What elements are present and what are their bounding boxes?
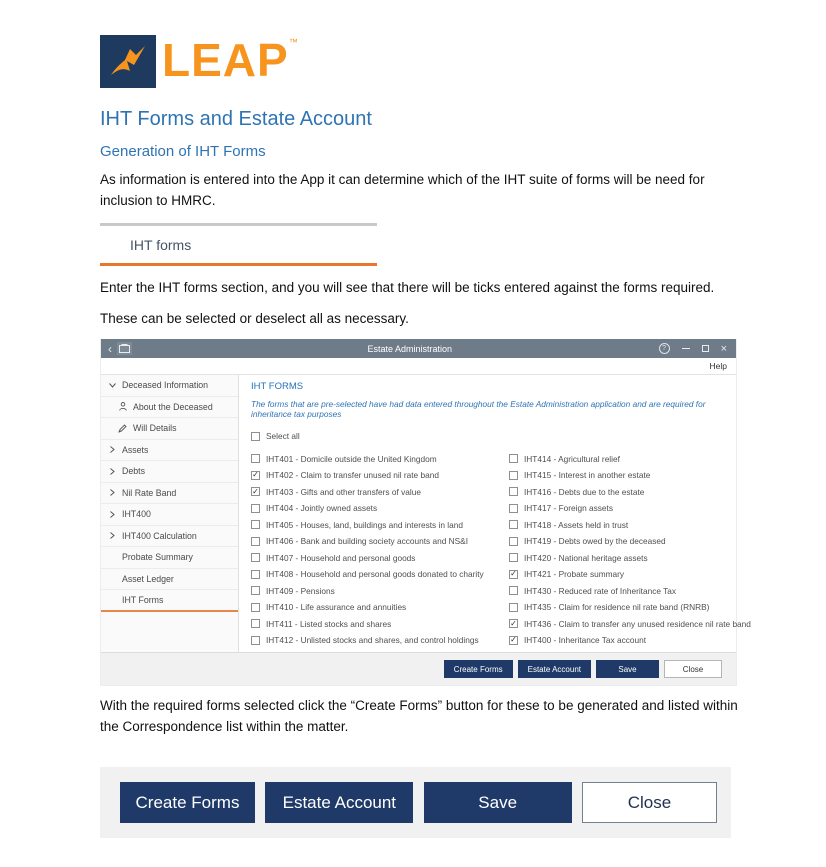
form-checkbox[interactable] [251,619,260,628]
form-label: IHT420 - National heritage assets [524,552,648,563]
paragraph-enter-section: Enter the IHT forms section, and you will see that there will be ticks entered against the forms required. [100,280,715,295]
form-label: IHT421 - Probate summary [524,569,625,580]
folder-icon [119,344,130,353]
form-checkbox-row[interactable] [251,616,509,633]
sidebar-item-label: Assets [122,444,149,455]
footer-button[interactable]: Close [664,660,722,678]
footer-button[interactable]: Create Forms [444,660,513,678]
sidebar-item[interactable] [101,569,238,591]
form-label: IHT403 - Gifts and other transfers of value [266,486,421,497]
form-label: IHT402 - Claim to transfer unused nil rate band [266,470,439,481]
form-label: IHT414 - Agricultural relief [524,453,620,464]
estate-administration-window [100,339,751,686]
form-checkbox-row[interactable] [251,517,509,534]
form-checkbox-row[interactable] [251,583,509,600]
chevron-right-icon [108,532,117,539]
form-label: IHT405 - Houses, land, buildings and interests in land [266,519,463,530]
form-checkbox[interactable] [251,504,260,513]
form-checkbox-row[interactable] [251,632,509,649]
help-menu-item[interactable]: Help [709,361,727,371]
big-button[interactable]: Save [424,782,572,823]
sidebar-item[interactable] [101,504,238,526]
sidebar-item-label: IHT400 [122,509,151,520]
sidebar-item[interactable] [101,440,238,462]
window-body [101,375,751,652]
form-checkbox[interactable] [509,603,518,612]
form-label: IHT408 - Household and personal goods donated to charity [266,569,484,580]
form-label: IHT436 - Claim to transfer any unused residence nil rate band [524,618,751,629]
form-label: IHT404 - Jointly owned assets [266,503,378,514]
window-menubar [101,358,736,375]
sidebar-item-label: Will Details [133,423,177,434]
form-checkbox[interactable] [251,537,260,546]
form-label: IHT419 - Debts owed by the deceased [524,536,666,547]
window-controls [659,343,736,354]
form-checkbox[interactable] [509,537,518,546]
form-checkbox[interactable] [251,454,260,463]
document-page [100,0,751,838]
leap-logo [100,35,740,91]
form-checkbox-row[interactable] [509,616,751,633]
close-icon[interactable]: × [720,342,727,355]
form-label: IHT415 - Interest in another estate [524,470,651,481]
select-all-label: Select all [266,431,300,442]
minimize-icon[interactable] [682,348,690,349]
big-button[interactable]: Create Forms [120,782,255,823]
form-label: IHT416 - Debts due to the estate [524,486,645,497]
form-label: IHT417 - Foreign assets [524,503,613,514]
form-checkbox[interactable] [509,454,518,463]
section-heading: Generation of IHT Forms [100,143,266,160]
forms-columns [251,451,751,666]
paragraph-create-forms: With the required forms selected click the “Create Forms” button for these to be generated and listed within the Correspondence list within the matter. [100,698,738,734]
form-checkbox[interactable] [251,586,260,595]
sidebar-item-label: Debts [122,466,145,477]
check-icon: ✓ [252,486,259,496]
navigation-sidebar [101,375,239,652]
form-checkbox-row[interactable] [509,467,751,484]
form-label: IHT407 - Household and personal goods [266,552,416,563]
form-label: IHT406 - Bank and building society accounts and NS&I [266,536,469,547]
form-label: IHT401 - Domicile outside the United Kingdom [266,453,437,464]
form-checkbox-row[interactable] [251,550,509,567]
form-checkbox[interactable] [509,553,518,562]
chevron-right-icon [108,446,117,453]
sidebar-item-label: Asset Ledger [122,573,174,584]
footer-button[interactable]: Save [596,660,659,678]
form-checkbox-row[interactable] [251,566,509,583]
select-all-checkbox[interactable] [251,432,260,441]
chevron-right-icon [108,468,117,475]
forms-column-right [509,451,751,666]
buttons-image [100,767,731,838]
panel-description: The forms that are pre-selected have had data entered throughout the Estate Administration application and are required for inheritance tax purposes [251,399,706,419]
form-checkbox-row[interactable] [509,484,751,501]
window-titlebar [101,339,736,358]
sidebar-item[interactable] [101,547,238,569]
big-button[interactable]: Estate Account [265,782,413,823]
form-label: IHT435 - Claim for residence nil rate band (RNRB) [524,602,710,613]
paragraph-select-deselect: These can be selected or deselect all as necessary. [100,311,409,326]
window-footer [101,652,736,685]
form-checkbox-row[interactable] [509,451,751,468]
sidebar-item-label: IHT Forms [122,594,164,605]
sidebar-item-label: Nil Rate Band [122,487,177,498]
form-checkbox[interactable] [509,504,518,513]
will-pen-icon [117,424,128,433]
sidebar-item[interactable] [101,418,238,440]
check-icon: ✓ [510,618,517,628]
form-checkbox-row[interactable] [509,517,751,534]
tab-label: IHT forms [130,237,192,253]
leap-logo-icon [100,35,156,88]
sidebar-item[interactable] [101,590,238,612]
iht-forms-panel [239,375,751,652]
back-icon[interactable]: ‹ [108,341,112,356]
big-button[interactable]: Close [582,782,717,823]
chevron-down-icon [108,383,117,388]
form-checkbox[interactable] [509,520,518,529]
form-checkbox-row[interactable] [251,500,509,517]
form-checkbox-row[interactable] [509,533,751,550]
paragraph-intro: As information is entered into the App it can determine which of the IHT suite of forms will be need for inclusion to HMRC. [100,172,705,208]
person-icon [117,402,128,411]
form-checkbox[interactable] [509,636,518,645]
form-checkbox-row[interactable] [509,566,751,583]
sidebar-item[interactable] [101,375,238,397]
form-label: IHT412 - Unlisted stocks and shares, and control holdings [266,635,479,646]
form-label: IHT418 - Assets held in trust [524,519,629,530]
window-title: Estate Administration [367,343,453,354]
form-checkbox[interactable] [251,636,260,645]
check-icon: ✓ [510,569,517,579]
form-checkbox[interactable] [251,487,260,496]
form-checkbox-row[interactable] [509,599,751,616]
iht-forms-tab[interactable] [100,223,377,266]
form-checkbox[interactable] [251,603,260,612]
form-checkbox-row[interactable] [251,467,509,484]
form-label: IHT411 - Listed stocks and shares [266,618,392,629]
form-label: IHT410 - Life assurance and annuities [266,602,407,613]
form-checkbox-row[interactable] [251,533,509,550]
form-checkbox-row[interactable] [509,550,751,567]
form-checkbox-row[interactable] [509,500,751,517]
form-checkbox-row[interactable] [251,599,509,616]
form-checkbox[interactable] [509,586,518,595]
form-checkbox[interactable] [509,619,518,628]
check-icon: ✓ [510,635,517,645]
sidebar-item-label: Deceased Information [122,380,209,391]
form-checkbox[interactable] [251,553,260,562]
panel-title: IHT FORMS [251,381,304,392]
form-checkbox[interactable] [509,570,518,579]
form-checkbox-row[interactable] [251,484,509,501]
sidebar-item-label: About the Deceased [133,401,213,412]
sidebar-item[interactable] [101,483,238,505]
form-checkbox-row[interactable] [251,451,509,468]
maximize-icon[interactable] [702,345,709,352]
form-label: IHT400 - Inheritance Tax account [524,635,647,646]
help-icon[interactable]: ? [659,343,670,354]
check-icon: ✓ [252,470,259,480]
form-checkbox[interactable] [509,471,518,480]
trademark-mark: ™ [288,37,298,47]
footer-button[interactable]: Estate Account [518,660,591,678]
form-checkbox-row[interactable] [509,632,751,649]
form-checkbox[interactable] [251,570,260,579]
form-checkbox[interactable] [251,471,260,480]
forms-column-left [251,451,509,666]
chevron-right-icon [108,489,117,496]
chevron-right-icon [108,511,117,518]
titlebar-left [101,342,161,355]
sidebar-item-label: Probate Summary [122,552,193,563]
sidebar-item[interactable] [101,397,238,419]
form-checkbox[interactable] [251,520,260,529]
sidebar-item[interactable] [101,526,238,548]
select-all-row[interactable] [251,428,736,445]
form-label: IHT430 - Reduced rate of Inheritance Tax [524,585,677,596]
form-checkbox-row[interactable] [509,583,751,600]
leap-logo-text: LEAP [162,34,289,86]
form-label: IHT409 - Pensions [266,585,335,596]
matter-folder-button[interactable] [117,342,132,355]
form-checkbox[interactable] [509,487,518,496]
page-title: IHT Forms and Estate Account [100,108,372,130]
sidebar-item[interactable] [101,461,238,483]
sidebar-item-label: IHT400 Calculation [122,530,197,541]
